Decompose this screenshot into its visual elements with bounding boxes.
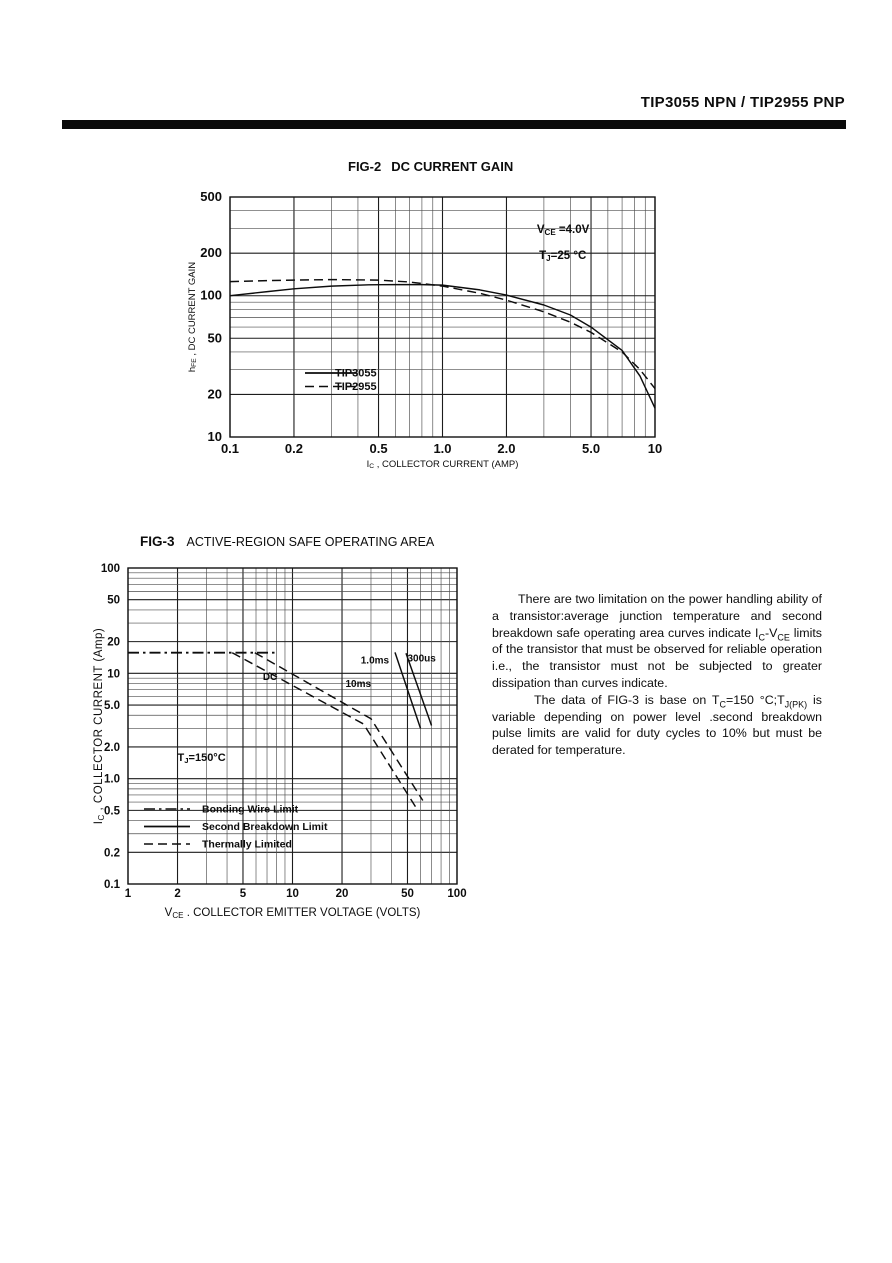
- svg-text:0.5: 0.5: [369, 441, 388, 456]
- svg-text:20: 20: [335, 888, 349, 900]
- page-title: TIP3055 NPN / TIP2955 PNP: [640, 94, 845, 111]
- fig2-dc-current-gain-chart: [150, 183, 710, 488]
- soa-paragraph-2: The data of FIG-3 is base on $T_C=150$ $^\circ C;T_{J(PK)}$ is variable depending on power level .second breakdown pulse limits are valid for duty cycles to 10% but must be derated for temperature.: [492, 692, 822, 758]
- svg-text:TIP3055: TIP3055: [335, 367, 377, 380]
- svg-text:0.2: 0.2: [284, 441, 304, 456]
- svg-text:20: 20: [107, 636, 120, 649]
- svg-text:Thermally Limited: Thermally Limited: [202, 838, 292, 851]
- svg-text:IC , COLLECTOR CURRENT (AMP): IC , COLLECTOR CURRENT (AMP): [366, 459, 519, 471]
- fig2-label: FIG-2: [348, 159, 382, 174]
- svg-text:1.0ms: 1.0ms: [360, 655, 390, 667]
- svg-text:10: 10: [286, 888, 299, 900]
- svg-text:10ms: 10ms: [345, 679, 372, 691]
- svg-text:5: 5: [239, 888, 247, 900]
- svg-text:100: 100: [100, 563, 120, 575]
- fig3-name: ACTIVE-REGION SAFE OPERATING AREA: [186, 535, 435, 549]
- fig3-safe-operating-area-chart: [58, 553, 528, 958]
- svg-text:100: 100: [200, 287, 222, 303]
- svg-text:hFE , DC CURRENT GAIN: hFE , DC CURRENT GAIN: [187, 261, 199, 373]
- svg-text:Second Breakdown Limit: Second Breakdown Limit: [202, 821, 328, 833]
- svg-text:IC , COLLECTOR CURRENT (Amp): IC , COLLECTOR CURRENT (Amp): [93, 627, 106, 825]
- svg-text:0.5: 0.5: [104, 805, 120, 818]
- svg-text:1.0: 1.0: [433, 441, 452, 456]
- svg-text:TJ=25 °C: TJ=25 °C: [539, 249, 587, 263]
- svg-text:1.0: 1.0: [104, 773, 120, 786]
- header-divider-bar: [62, 120, 846, 129]
- fig3-label: FIG-3: [140, 534, 175, 549]
- svg-text:2: 2: [174, 888, 181, 900]
- svg-text:TJ=150°C: TJ=150°C: [177, 752, 226, 765]
- svg-text:5.0: 5.0: [104, 700, 120, 713]
- fig2-name: DC CURRENT GAIN: [391, 159, 514, 174]
- svg-text:500: 500: [200, 189, 222, 204]
- svg-text:50: 50: [207, 330, 222, 346]
- svg-text:10: 10: [207, 429, 222, 444]
- svg-text:10: 10: [107, 668, 120, 681]
- svg-text:300us: 300us: [407, 653, 436, 665]
- soa-description: [492, 591, 822, 759]
- svg-text:0.1: 0.1: [104, 879, 120, 891]
- fig3-caption: [140, 534, 434, 549]
- svg-text:0.2: 0.2: [104, 847, 120, 860]
- svg-text:0.1: 0.1: [220, 441, 240, 456]
- svg-text:DC: DC: [262, 672, 278, 684]
- svg-text:200: 200: [200, 245, 222, 261]
- svg-text:20: 20: [207, 386, 222, 402]
- svg-text:50: 50: [401, 888, 414, 900]
- svg-text:TIP2955: TIP2955: [335, 381, 377, 393]
- svg-text:50: 50: [107, 594, 120, 607]
- svg-text:Bonding Wire Limit: Bonding Wire Limit: [202, 803, 299, 816]
- svg-text:100: 100: [447, 888, 467, 900]
- fig2-caption: [348, 159, 513, 174]
- svg-text:1: 1: [124, 888, 132, 900]
- fig2-chart-svg: [150, 183, 710, 483]
- svg-text:5.0: 5.0: [581, 441, 601, 456]
- svg-text:VCE =4.0V: VCE =4.0V: [536, 224, 590, 237]
- svg-text:2.0: 2.0: [104, 741, 120, 754]
- svg-text:VCE . COLLECTOR EMITTER VOLTAG: VCE . COLLECTOR EMITTER VOLTAGE (VOLTS): [164, 907, 421, 920]
- svg-text:10: 10: [647, 441, 663, 456]
- svg-text:2.0: 2.0: [497, 441, 516, 456]
- fig3-chart-svg: [58, 553, 528, 953]
- soa-paragraph-1: There are two limitation on the power handling ability of a transistor:average junction temperature and second breakdown safe operating area curves indicate $I_C-V_{CE}$ limits of the transistor that must be observed for reliable operation i.e., the transistor must not be subjected to greater dissipation than curves indicate.: [492, 592, 822, 690]
